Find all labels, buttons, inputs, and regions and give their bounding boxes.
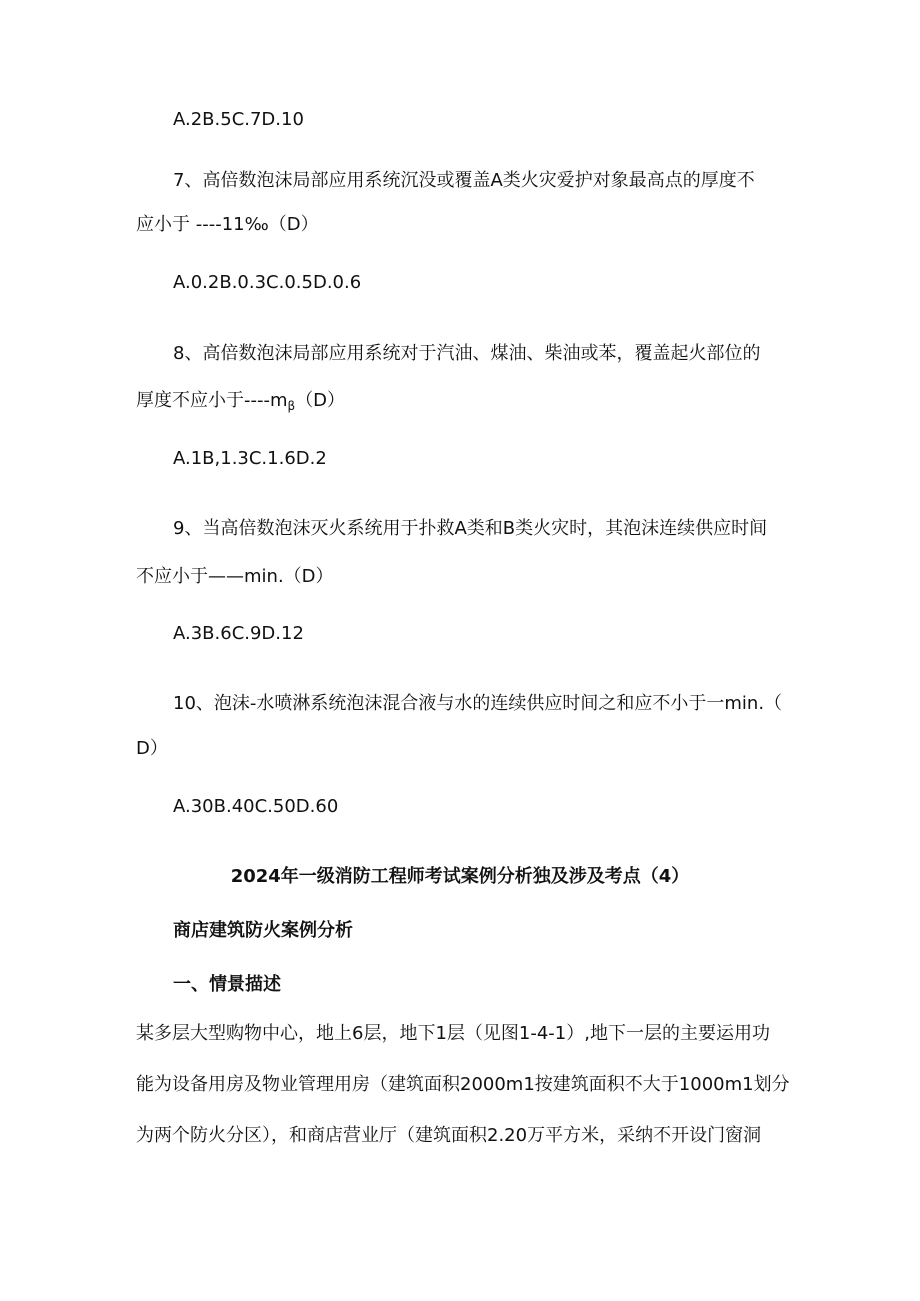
q8-line2-answer: （D） (295, 390, 346, 411)
q7-text-line1: 7、高倍数泡沫局部应用系统沉没或覆盖A类火灾爱护对象最高点的厚度不 (173, 170, 755, 191)
q8-line2-main: 厚度不应小于----m (136, 390, 288, 411)
paragraph-line: 能为设备用房及物业管理用房（建筑面积2000m1按建筑面积不大于1000m1划分 (136, 1074, 790, 1095)
q9-text-line1: 9、当高倍数泡沫灭火系统用于扑救A类和B类火灾时，其泡沫连续供应时间 (173, 518, 768, 539)
q8-text-line1: 8、高倍数泡沫局部应用系统对于汽油、煤油、柴油或苯，覆盖起火部位的 (173, 343, 761, 364)
paragraph-line: 为两个防火分区），和商店营业厅（建筑面积2.20万平方米，采纳不开设门窗洞 (136, 1125, 762, 1146)
q8-text-line2 (136, 389, 345, 418)
section-heading: 一、情景描述 (173, 974, 281, 995)
q7-options: A.0.2B.0.3C.0.5D.0.6 (173, 272, 362, 293)
q6-options: A.2B.5C.7D.10 (173, 109, 304, 130)
q10-options: A.30B.40C.50D.60 (173, 796, 339, 817)
q8-line2-subscript: β (287, 399, 296, 413)
q10-text-line2: D） (136, 738, 168, 759)
q8-options: A.1B,1.3C.1.6D.2 (173, 448, 327, 469)
q9-options: A.3B.6C.9D.12 (173, 623, 304, 644)
section-subtitle: 商店建筑防火案例分析 (173, 920, 353, 941)
q9-text-line2: 不应小于——min.（D） (136, 566, 334, 587)
q10-text-line1: 10、泡沫-水喷淋系统泡沫混合液与水的连续供应时间之和应不小于一min.（ (173, 693, 783, 714)
section-title: 2024年一级消防工程师考试案例分析独及涉及考点（4） (230, 866, 690, 887)
paragraph-line: 某多层大型购物中心，地上6层，地下1层（见图1-4-1）,地下一层的主要运用功 (136, 1023, 770, 1044)
q7-text-line2: 应小于 ----11‰（D） (136, 214, 319, 235)
